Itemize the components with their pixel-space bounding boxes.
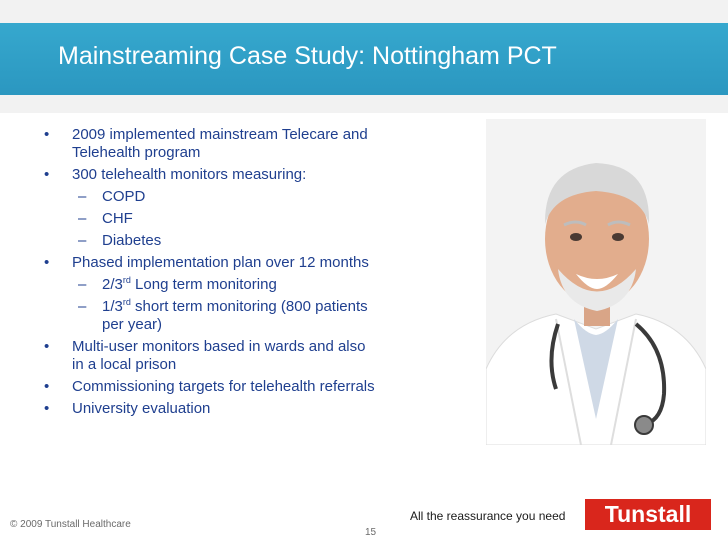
- bullet-line: Long term monitoring: [130, 276, 277, 293]
- slide-header: [0, 0, 728, 113]
- bullet-line: short term monitoring (800 patients: [130, 298, 368, 315]
- fraction-text: 2/3: [102, 276, 123, 293]
- bullet-item: [38, 166, 418, 184]
- fraction-text: 1/3: [102, 298, 123, 315]
- bullet-line: Commissioning targets for telehealth referrals: [72, 378, 375, 395]
- bullet-item: [38, 254, 418, 272]
- bullet-marker: •: [44, 338, 50, 355]
- bullet-line: University evaluation: [72, 400, 211, 417]
- doctor-photo: [486, 119, 706, 445]
- logo-text: Tunstall: [604, 501, 692, 527]
- slide-title: Mainstreaming Case Study: Nottingham PCT: [58, 42, 557, 70]
- doctor-portrait-icon: [486, 119, 706, 445]
- sub-bullet-item: [38, 276, 418, 294]
- copyright-text: © 2009 Tunstall Healthcare: [10, 519, 131, 530]
- sub-bullet-item: [38, 298, 418, 334]
- brand-tagline: All the reassurance you need: [410, 509, 566, 523]
- sub-bullet-item: [38, 232, 418, 250]
- bullet-line: Multi-user monitors based in wards and also: [72, 338, 366, 355]
- bullet-line: CHF: [102, 210, 133, 227]
- bullet-marker: •: [44, 254, 50, 271]
- bullet-list: [38, 126, 418, 422]
- bullet-text: [102, 276, 277, 293]
- dash-marker: –: [78, 232, 87, 249]
- tunstall-logo: [585, 499, 711, 530]
- bullet-line: COPD: [102, 188, 146, 205]
- bullet-text: [72, 378, 375, 395]
- dash-marker: –: [78, 188, 87, 205]
- bullet-line: 2009 implemented mainstream Telecare and: [72, 126, 368, 143]
- bullet-line: in a local prison: [72, 356, 177, 373]
- bullet-text: [102, 298, 368, 333]
- page-number: 15: [365, 527, 377, 538]
- bullet-marker: •: [44, 400, 50, 417]
- bullet-item: [38, 126, 418, 162]
- bullet-text: [72, 254, 369, 271]
- bullet-text: [72, 338, 365, 373]
- bullet-text: [102, 188, 145, 205]
- ordinal-suffix: rd: [122, 275, 131, 285]
- bullet-marker: •: [44, 166, 50, 183]
- dash-marker: –: [78, 276, 87, 293]
- ordinal-suffix: rd: [122, 297, 131, 307]
- bullet-item: [38, 338, 418, 374]
- bullet-text: [72, 166, 306, 183]
- bullet-line: per year): [102, 316, 163, 333]
- dash-marker: –: [78, 298, 87, 315]
- bullet-marker: •: [44, 378, 50, 395]
- bullet-line: 300 telehealth monitors measuring:: [72, 166, 307, 183]
- bullet-marker: •: [44, 126, 50, 143]
- bullet-item: [38, 378, 418, 396]
- bullet-text: [102, 232, 161, 249]
- bullet-item: [38, 400, 418, 418]
- bullet-line: Phased implementation plan over 12 months: [72, 254, 369, 271]
- bullet-text: [102, 210, 133, 227]
- dash-marker: –: [78, 210, 87, 227]
- bullet-text: [72, 400, 210, 417]
- bullet-line: Diabetes: [102, 232, 162, 249]
- sub-bullet-item: [38, 188, 418, 206]
- bullet-line: Telehealth program: [72, 144, 201, 161]
- bullet-text: [72, 126, 368, 161]
- sub-bullet-item: [38, 210, 418, 228]
